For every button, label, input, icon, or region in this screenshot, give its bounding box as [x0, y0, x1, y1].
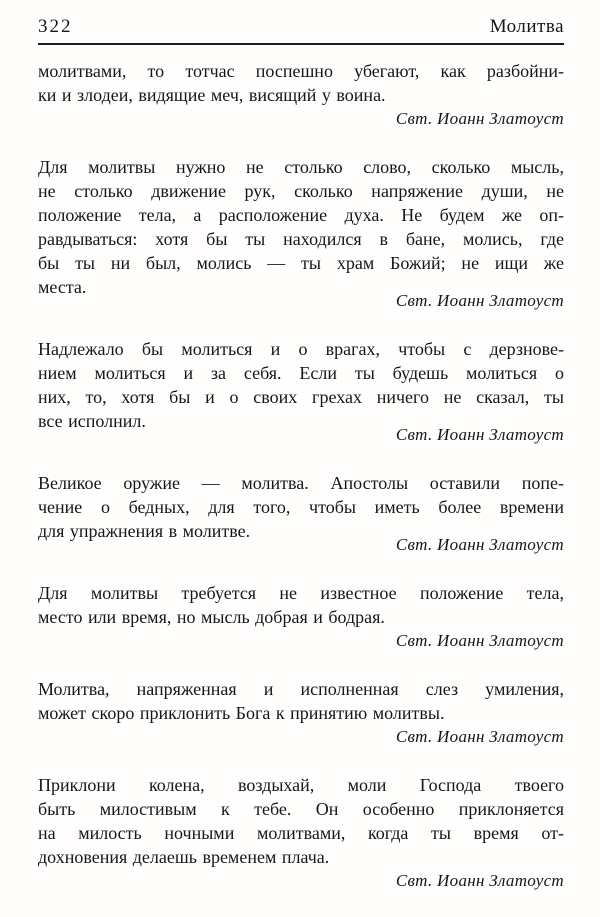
quote-line: для упражнения в молитве.	[38, 521, 251, 541]
quote-line: все исполнил.	[38, 411, 146, 431]
quote-line: молитвами, то тотчас поспешно убегают, как разбойни-	[38, 61, 564, 81]
quote-line: на милость ночными молитвами, когда ты время от-	[38, 823, 564, 843]
quote-line: может скоро приклонить Бога к принятию молитвы.	[38, 703, 445, 723]
quote-line: не столько движение рук, сколько напряжение души, не	[38, 181, 564, 201]
running-title: Молитва	[489, 16, 564, 37]
quote-line: дохновения делаешь временем плача.	[38, 847, 330, 867]
quote-attribution: Свт. Иоанн Златоуст	[395, 871, 564, 890]
quote-attribution: Свт. Иоанн Златоуст	[395, 631, 564, 650]
quote-attribution: Свт. Иоанн Златоуст	[395, 109, 564, 128]
quote-block	[38, 337, 564, 447]
quote-line: чение о бедных, для того, чтобы иметь более времени	[38, 497, 564, 517]
quote-attribution: Свт. Иоанн Златоуст	[395, 727, 564, 746]
page-number: 322	[38, 16, 73, 37]
page-header	[38, 15, 564, 39]
quote-line: Надлежало бы молиться и о врагах, чтобы с дерзнове-	[38, 339, 564, 359]
quote-block	[38, 155, 564, 313]
quote-line: Великое оружие — молитва. Апостолы оставили попе-	[38, 473, 564, 493]
quote-attribution: Свт. Иоанн Златоуст	[395, 425, 564, 444]
quote-block	[38, 471, 564, 557]
quotes-list	[38, 59, 564, 893]
quote-line: Приклони колена, воздыхай, моли Господа твоего	[38, 775, 564, 795]
quote-block	[38, 773, 564, 893]
quote-line: быть милостивым к тебе. Он особенно приклоняется	[38, 799, 564, 819]
quote-line: положение тела, а расположение духа. Не будем же оп-	[38, 205, 564, 225]
quote-line: равдываться: хотя бы ты находился в бане, молись, где	[38, 229, 564, 249]
quote-line: них, то, хотя бы и о своих грехах ничего не сказал, ты	[38, 387, 564, 407]
quote-attribution: Свт. Иоанн Златоуст	[395, 291, 564, 310]
quote-block	[38, 677, 564, 749]
quote-line: место или время, но мысль добрая и бодрая.	[38, 607, 385, 627]
quote-line: бы ты ни был, молись — ты храм Божий; не ищи же	[38, 253, 564, 273]
header-rule	[38, 43, 564, 45]
quote-line: Для молитвы требуется не известное положение тела,	[38, 583, 564, 603]
quote-line: Для молитвы нужно не столько слово, сколько мысль,	[38, 157, 564, 177]
quote-line: места.	[38, 277, 87, 297]
quote-attribution: Свт. Иоанн Златоуст	[395, 535, 564, 554]
quote-line: Молитва, напряженная и исполненная слез умиления,	[38, 679, 564, 699]
quote-block	[38, 581, 564, 653]
quote-line: ки и злодеи, видящие меч, висящий у воина.	[38, 85, 386, 105]
quote-line: нием молиться и за себя. Если ты будешь молиться о	[38, 363, 564, 383]
quote-block	[38, 59, 564, 131]
